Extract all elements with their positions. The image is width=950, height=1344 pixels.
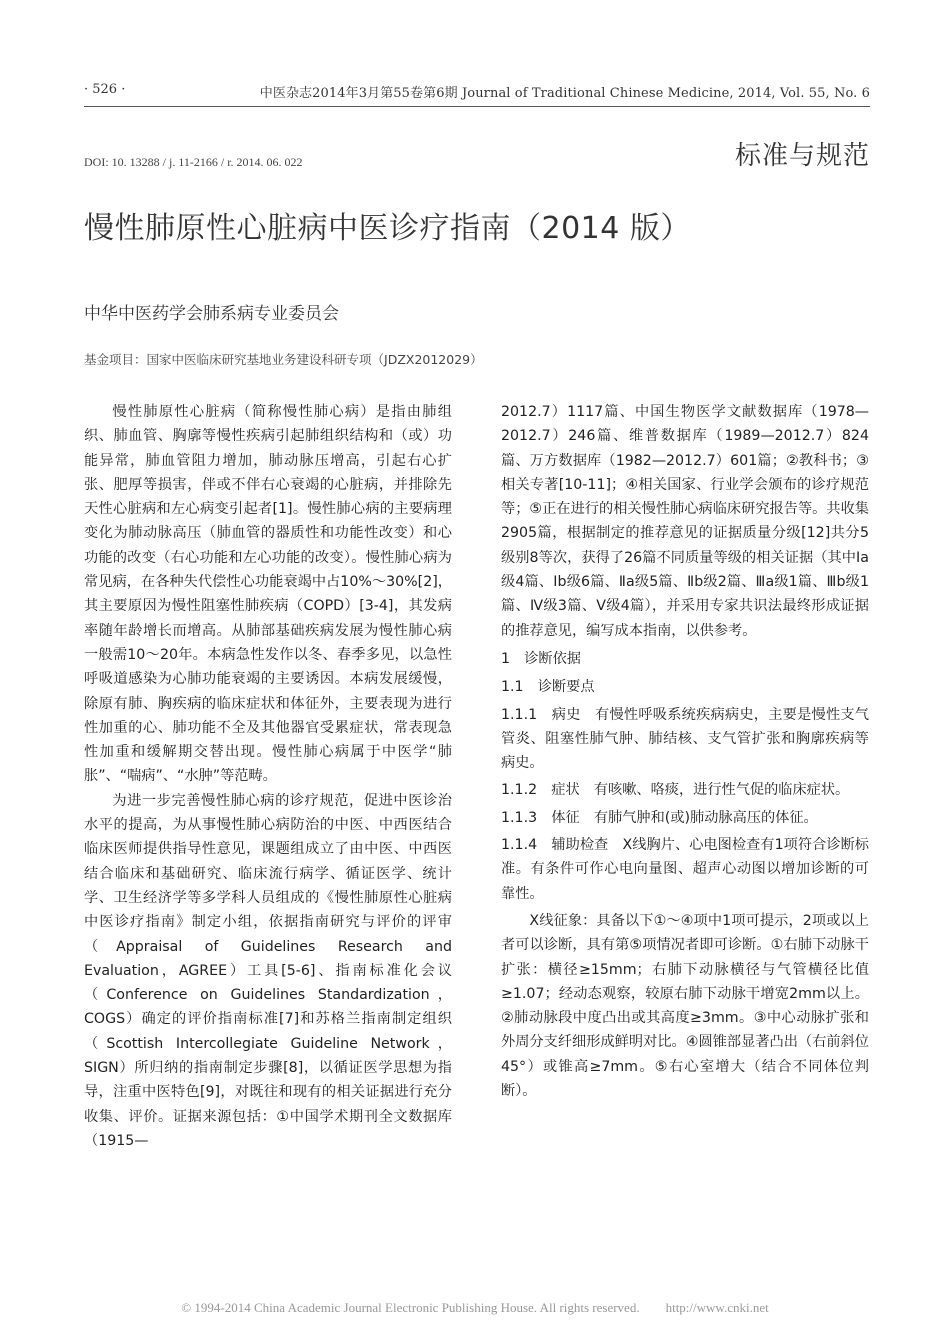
item-history: 1.1.1 病史 有慢性呼吸系统疾病病史，主要是慢性支气管炎、阻塞性肺气肿、肺结核、支气管扩张和胸廓疾病等病史。 [501, 706, 869, 772]
article-title: 慢性肺原性心脏病中医诊疗指南（2014 版） [84, 211, 691, 246]
item-auxiliary-exam: 1.1.4 辅助检查 X线胸片、心电图检查有1项符合诊断标准。有条件可作心电向量图、超声心动图以增加诊断的可靠性。 [501, 837, 869, 902]
authors: 中华中医药学会肺系病专业委员会 [84, 304, 339, 324]
right-column [501, 400, 869, 1103]
item-symptoms: 1.1.2 症状 有咳嗽、咯痰，进行性气促的临床症状。 [501, 782, 850, 799]
doi: DOI: 10. 13288 / j. 11-2166 / r. 2014. 06. 022 [84, 155, 303, 169]
left-column [84, 400, 452, 1153]
item-signs: 1.1.3 体征 有肺气肿和(或)肺动脉高压的体征。 [501, 809, 818, 826]
header-rule [84, 106, 870, 107]
funding-note: 基金项目：国家中医临床研究基地业务建设科研专项（JDZX2012029） [84, 352, 483, 367]
copyright-footer: © 1994-2014 China Academic Journal Electronic Publishing House. All rights reserved. http://www.cnki.net [181, 1300, 769, 1315]
journal-citation: 中医杂志2014年3月第55卷第6期 Journal of Traditional Chinese Medicine, 2014, Vol. 55, No. 6 [259, 86, 870, 101]
section-label: 标准与规范 [734, 141, 870, 171]
intro-paragraph-2: 为进一步完善慢性肺心病的诊疗规范，促进中医诊治水平的提高，为从事慢性肺心病防治的中医、中西医结合临床医师提供指导性意见，课题组成立了由中医、中西医结合临床和基础研究、临床流行病学、循证医学、统计学、卫生经济学等多学科人员组成的《慢性肺原性心脏病中医诊疗指南》制定小组，依据指南研究与评价的评审（Appraisal of Guidelines Research and Evaluation，AGREE）工具[5-6]、指南标准化会议（Conference on Guidelines Standardization，COGS）确定的评价指南标准[7]和苏格兰指南制定组织（Scottish Intercollegiate Guideline Network，SIGN）所归纳的指南制定步骤[8]，以循证医学思想为指导，注重中医特色[9]，对既往和现有的相关证据进行充分收集、评价。证据来源包括：①中国学术期刊全文数据库（1915— [84, 792, 452, 1149]
intro-paragraph-1: 慢性肺原性心脏病（简称慢性肺心病）是指由肺组织、肺血管、胸廓等慢性疾病引起肺组织结构和（或）功能异常，肺血管阻力增加，肺动脉压增高，引起右心扩张、肥厚等损害，伴或不伴右心衰竭的心脏病，并排除先天性心脏病和左心病变引起者[1]。慢性肺心病的主要病理变化为肺动脉高压（肺血管的器质性和功能性改变）和心功能的改变（右心功能和左心功能的改变）。慢性肺心病为常见病，在各种失代偿性心功能衰竭中占10%～30%[2]，其主要原因为慢性阻塞性肺疾病（COPD）[3-4]，其发病率随年龄增长而增高。从肺部基础疾病发展为慢性肺心病一般需10～20年。本病急性发作以冬、春季多见，以急性呼吸道感染为心肺功能衰竭的主要诱因。本病发展缓慢，除原有肺、胸疾病的临床症状和体征外，主要表现为进行性加重的心、肺功能不全及其他器官受累症状，常表现急性加重和缓解期交替出现。慢性肺心病属于中医学“肺胀”、“喘病”、“水肿”等范畴。 [84, 404, 452, 785]
xray-signs: X线征象：具备以下①～④项中1项可提示，2项或以上者可以诊断，具有第⑤项情况者即可诊断。①右肺下动脉干扩张：横径≥15mm；右肺下动脉横径与气管横径比值≥1.07；经动态观察，较原右肺下动脉干增宽2mm以上。②肺动脉段中度凸出或其高度≥3mm。③中心动脉扩张和外周分支纤细形成鲜明对比。④圆锥部显著凸出（右前斜位45°）或锥高≥7mm。⑤右心室增大（结合不同体位判断）。 [501, 912, 869, 1100]
page-number: · 526 · [84, 82, 126, 97]
section-heading-diagnosis: 1 诊断依据 [501, 650, 581, 667]
evidence-paragraph: 2012.7）1117篇、中国生物医学文献数据库（1978—2012.7）246篇、维普数据库（1989—2012.7）824篇、万方数据库（1982—2012.7）601篇；②教科书；③相关专著[10-11]；④相关国家、行业学会颁布的诊疗规范等；⑤正在进行的相关慢性肺心病临床研究报告等。共收集2905篇，根据制定的推荐意见的证据质量分级[12]共分5级别8等次，获得了26篇不同质量等级的相关证据（其中Ⅰa级4篇、Ⅰb级6篇、Ⅱa级5篇、Ⅱb级2篇、Ⅲa级1篇、Ⅲb级1篇、Ⅳ级3篇、Ⅴ级4篇），并采用专家共识法最终形成证据的推荐意见，编写成本指南，以供参考。 [501, 404, 869, 639]
subsection-heading-key-points: 1.1 诊断要点 [501, 679, 595, 696]
